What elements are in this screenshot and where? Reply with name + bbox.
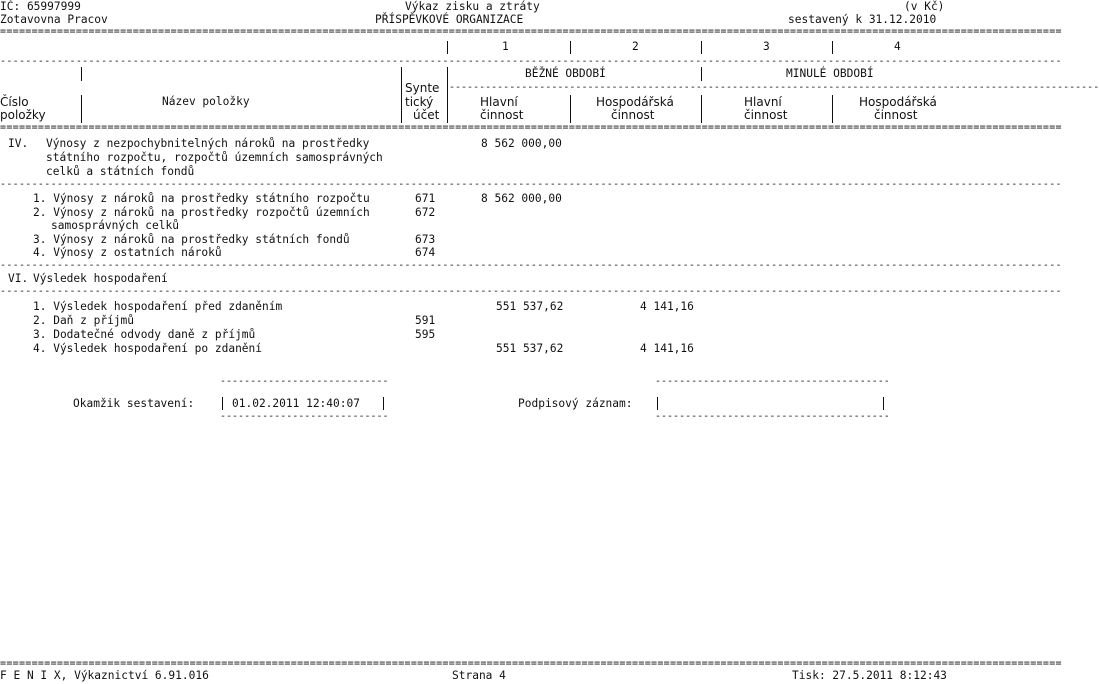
separator-double: ======================================================================================================================================================================== [0,122,1062,133]
row-label: 2. Daň z příjmů [33,314,135,327]
box-divider [883,397,884,410]
activity-heading: činnost [874,108,918,122]
organization-type: PŘÍSPĚVKOVÉ ORGANIZACE [375,13,524,26]
section-title: Výnosy z nezpochybnitelných nároků na prostředky [46,137,370,150]
row-value: 551 537,62 [496,342,564,355]
column-number-4: 4 [894,40,901,53]
report-title: Výkaz zisku a ztráty [405,0,540,13]
row-account: 591 [415,314,436,327]
row-account: 672 [415,206,436,219]
row-label: 4. Výnosy z ostatních nároků [33,246,222,259]
section-title: Výsledek hospodaření [33,272,168,285]
timestamp-label: Okamžik sestavení: [73,397,195,410]
column-number-1: 1 [502,40,509,53]
separator-dashed: ------------------------------------------------------------------------------------------------------------------------------------------------------------------------ [0,179,1062,190]
box-divider [222,397,223,410]
column-divider [401,67,402,123]
previous-period-heading: MINULÉ OBDOBÍ [786,67,874,80]
synthetic-account-heading: Synte [405,81,440,95]
item-name-heading: Název položky [162,95,250,108]
signature-label: Podpisový záznam: [518,397,633,410]
main-activity-heading: Hlavní [480,95,518,109]
row-value: 4 141,16 [640,342,694,355]
separator-dashed: ------------------------------------------------------------------------------------------------------------------------------------------------------------------------ [0,260,1062,271]
section-title: celků a státních fondů [46,165,195,178]
separator-dashed: ---------------------------- [220,376,389,387]
economic-activity-heading: Hospodářská [596,95,674,109]
row-label: 2. Výnosy z nároků na prostředky rozpočtů územních [33,206,370,219]
row-label: 4. Výsledek hospodaření po zdanění [33,342,263,355]
separator-dashed: ------------------------------------------------------------------------------------------------------------------------------------------------------------------------ [0,56,1062,67]
row-label: samosprávných celků [51,219,179,232]
current-period-heading: BĚŽNÉ OBDOBÍ [525,67,606,80]
box-divider [383,397,384,410]
separator-dashed: --------------------------------------- [655,376,890,387]
section-number: VI. [8,272,29,285]
row-account: 673 [415,233,436,246]
row-value: 8 562 000,00 [481,192,562,205]
print-timestamp: Tisk: 27.5.2011 8:12:43 [792,669,947,682]
column-divider [701,67,702,81]
separator-dashed: --------------------------------------- [655,411,890,422]
column-divider [832,41,833,54]
row-label: 3. Dodatečné odvody daně z příjmů [33,328,256,341]
row-label: 3. Výnosy z nároků na prostředky státních fondů [33,233,350,246]
row-label: 1. Výnosy z nároků na prostředky státního rozpočtu [33,192,370,205]
software-version: F E N I X, Výkaznictví 6.91.016 [0,669,209,682]
report-date: sestavený k 31.12.2010 [788,13,937,26]
activity-heading: činnost [480,108,524,122]
column-divider [701,95,702,123]
column-divider [570,41,571,54]
row-value: 4 141,16 [640,300,694,313]
column-number-3: 3 [763,40,770,53]
column-divider [81,95,82,123]
timestamp-value: 01.02.2011 12:40:07 [232,397,360,410]
row-account: 595 [415,328,436,341]
section-number: IV. [8,137,29,150]
column-number-2: 2 [632,40,639,53]
section-title: státního rozpočtu, rozpočtů územních samosprávných [46,151,383,164]
separator-dashed: ------------------------------------------------------------------------------------------------------------ [449,82,1099,93]
economic-activity-heading: Hospodářská [859,95,937,109]
currency-unit: (v Kč) [904,0,945,13]
column-divider [570,95,571,123]
box-divider [657,397,658,410]
row-account: 671 [415,192,436,205]
synthetic-account-heading: účet [413,108,440,122]
item-number-heading: položky [0,108,46,122]
activity-heading: činnost [744,108,788,122]
column-divider [81,67,82,81]
separator-double: ======================================================================================================================================================================== [0,26,1062,37]
row-account: 674 [415,246,436,259]
separator-double: ======================================================================================================================================================================== [0,658,1062,669]
synthetic-account-heading: tický [405,95,434,109]
section-value: 8 562 000,00 [481,137,562,150]
column-divider [447,41,448,54]
separator-dashed: ------------------------------------------------------------------------------------------------------------------------------------------------------------------------ [0,286,1062,297]
main-activity-heading: Hlavní [744,95,782,109]
page-number: Strana 4 [452,669,506,682]
column-divider [447,67,448,123]
ic-number: IČ: 65997999 [0,0,81,13]
separator-dashed: ---------------------------- [220,411,389,422]
item-number-heading: Číslo [0,95,29,109]
column-divider [701,41,702,54]
activity-heading: činnost [611,108,655,122]
row-value: 551 537,62 [496,300,564,313]
row-label: 1. Výsledek hospodaření před zdaněním [33,300,283,313]
organization-name: Zotavovna Pracov [0,13,108,26]
column-divider [832,95,833,123]
